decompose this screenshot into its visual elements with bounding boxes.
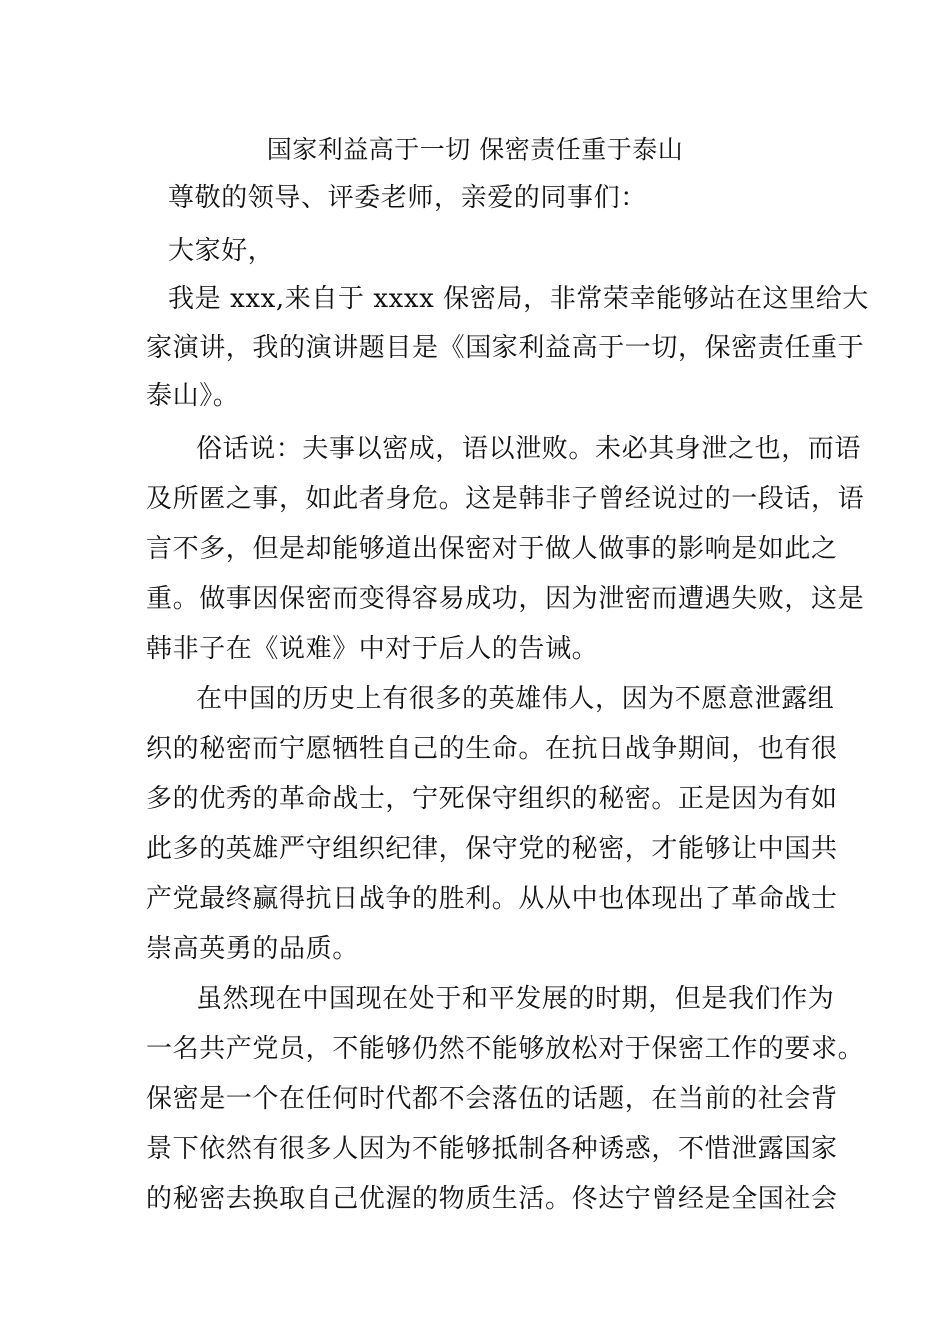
paragraph-1-line-3: 泰山》。 xyxy=(146,381,240,411)
paragraph-4-line-1: 虽然现在中国现在处于和平发展的时期，但是我们作为 xyxy=(196,984,835,1014)
paragraph-1-line-1: 我是 xxx,来自于 xxxx 保密局，非常荣幸能够站在这里给大 xyxy=(168,284,869,314)
paragraph-4-line-2: 一名共产党员，不能够仍然不能够放松对于保密工作的要求。 xyxy=(146,1034,865,1064)
paragraph-2-line-2: 及所匿之事，如此者身危。这是韩非子曾经说过的一段话，语 xyxy=(146,484,865,514)
paragraph-4-line-4: 景下依然有很多人因为不能够抵制各种诱惑，不惜泄露国家 xyxy=(146,1134,838,1164)
paragraph-2-line-4: 重。做事因保密而变得容易成功，因为泄密而遭遇失败，这是 xyxy=(146,584,865,614)
paragraph-4-line-3: 保密是一个在任何时代都不会落伍的话题，在当前的社会背 xyxy=(146,1084,838,1114)
paragraph-1-line-2: 家演讲，我的演讲题目是《国家利益高于一切，保密责任重于 xyxy=(146,333,865,363)
paragraph-2-line-5: 韩非子在《说难》中对于后人的告诫。 xyxy=(146,634,599,664)
paragraph-3-line-4: 此多的英雄严守组织纪律，保守党的秘密，才能够让中国共 xyxy=(146,834,838,864)
greeting-line-2: 大家好， xyxy=(168,236,275,266)
paragraph-3-line-1: 在中国的历史上有很多的英雄伟人，因为不愿意泄露组 xyxy=(196,684,835,714)
paragraph-3-line-6: 崇高英勇的品质。 xyxy=(146,934,359,964)
paragraph-3-line-5: 产党最终赢得抗日战争的胜利。从从中也体现出了革命战士 xyxy=(146,884,838,914)
paragraph-3-line-3: 多的优秀的革命战士，宁死保守组织的秘密。正是因为有如 xyxy=(146,784,838,814)
document-title: 国家利益高于一切 保密责任重于泰山 xyxy=(266,135,684,164)
greeting-line-1: 尊敬的领导、评委老师，亲爱的同事们： xyxy=(168,183,647,213)
paragraph-3-line-2: 织的秘密而宁愿牺牲自己的生命。在抗日战争期间，也有很 xyxy=(146,734,838,764)
paragraph-4-line-5: 的秘密去换取自己优渥的物质生活。佟达宁曾经是全国社会 xyxy=(146,1184,838,1214)
paragraph-2-line-1: 俗话说：夫事以密成，语以泄败。未必其身泄之也，而语 xyxy=(196,434,862,464)
paragraph-2-line-3: 言不多，但是却能够道出保密对于做人做事的影响是如此之 xyxy=(146,534,838,564)
